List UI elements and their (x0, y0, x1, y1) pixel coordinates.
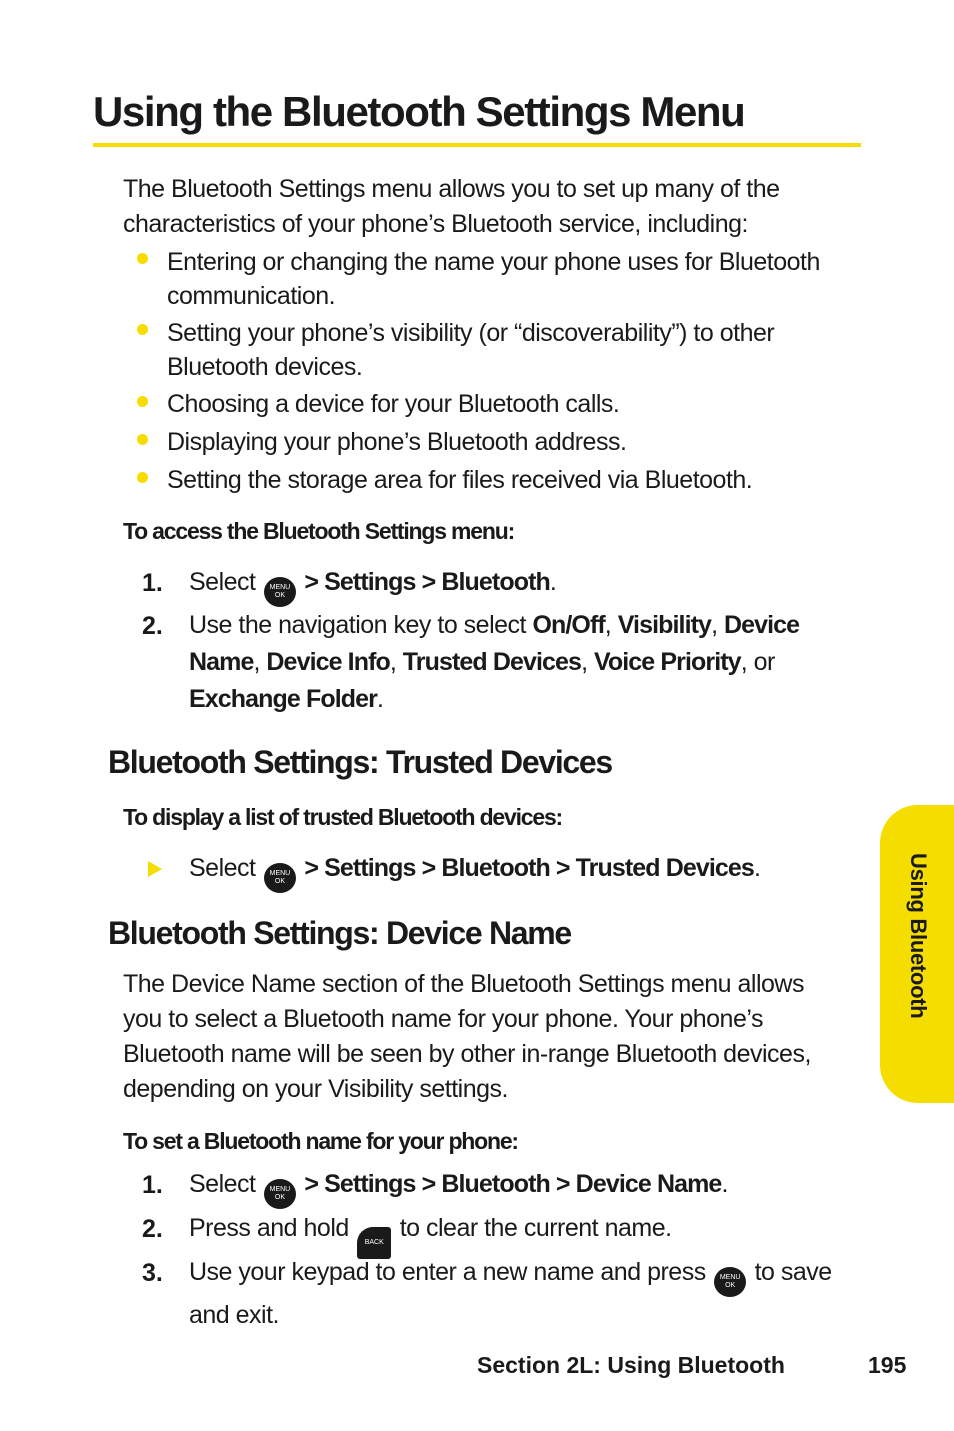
access-step-2: Use the navigation key to select On/Off, Visibility, Device Name, Device Info, Trusted Devices, Voice Priority, or Exchange Folder. (189, 611, 800, 713)
option-visibility: Visibility (617, 611, 712, 639)
device-name-lead: To set a Bluetooth name for your phone: (123, 1128, 518, 1154)
page-title: Using the Bluetooth Settings Menu (93, 88, 745, 135)
device-name-step-3: Use your keypad to enter a new name and press MENU OK to save and exit. (189, 1258, 832, 1329)
menu-ok-key-icon: MENU OK (264, 577, 296, 607)
menu-ok-key-icon: MENU OK (264, 863, 296, 893)
device-name-paragraph: The Device Name section of the Bluetooth Settings menu allows you to select a Bluetooth name for your phone. Your phone’s Bluetooth name will be seen by other in-range Bluetooth devices, depending on your Visibility settings. (123, 970, 811, 1103)
option-trusted-devices: Trusted Devices (402, 648, 582, 676)
bullet-dot-icon (137, 434, 148, 445)
bullet-dot-icon (137, 396, 148, 407)
menu-path: > Settings > Bluetooth (304, 568, 550, 596)
menu-ok-key-icon: MENU OK (714, 1267, 746, 1297)
option-on-off: On/Off (532, 611, 605, 639)
device-name-step-1: Select MENU OK > Settings > Bluetooth > Device Name. (189, 1166, 859, 1209)
page-number: 195 (868, 1352, 907, 1378)
trusted-devices-lead: To display a list of trusted Bluetooth devices: (123, 804, 563, 830)
bullet-item: Setting your phone’s visibility (or “discoverability”) to other Bluetooth devices. (167, 319, 775, 381)
bullet-item: Entering or changing the name your phone uses for Bluetooth communication. (167, 248, 820, 310)
arrow-bullet-icon (148, 861, 162, 877)
step-number: 2. (142, 612, 163, 640)
side-tab-label: Using Bluetooth (906, 853, 931, 1019)
trusted-devices-heading: Bluetooth Settings: Trusted Devices (108, 744, 612, 780)
step-number: 3. (142, 1259, 163, 1287)
step-number: 1. (142, 1171, 163, 1199)
trusted-devices-step: Select MENU OK > Settings > Bluetooth > Trusted Devices. (189, 850, 859, 893)
back-key-icon: BACK (357, 1227, 391, 1259)
bullet-dot-icon (137, 472, 148, 483)
intro-paragraph: The Bluetooth Settings menu allows you to set up many of the characteristics of your phone’s Bluetooth service, including: (123, 175, 780, 238)
bullet-item: Setting the storage area for files received via Bluetooth. (167, 466, 753, 494)
option-device-name: Device Name (189, 611, 800, 676)
footer-section-label: Section 2L: Using Bluetooth (477, 1352, 785, 1378)
title-underline (93, 143, 861, 147)
bullet-dot-icon (137, 324, 148, 335)
bullet-item: Choosing a device for your Bluetooth calls. (167, 390, 620, 418)
step-number: 1. (142, 569, 163, 597)
option-voice-priority: Voice Priority (593, 648, 741, 676)
device-name-step-2: Press and hold BACK to clear the current name. (189, 1210, 859, 1259)
menu-path: > Settings > Bluetooth > Trusted Devices (304, 854, 754, 882)
bullet-item: Displaying your phone’s Bluetooth address. (167, 428, 627, 456)
access-instructions-lead: To access the Bluetooth Settings menu: (123, 518, 515, 544)
option-device-info: Device Info (266, 648, 390, 676)
step-number: 2. (142, 1215, 163, 1243)
bullet-dot-icon (137, 253, 148, 264)
menu-ok-key-icon: MENU OK (264, 1179, 296, 1209)
device-name-heading: Bluetooth Settings: Device Name (108, 915, 571, 951)
menu-path: > Settings > Bluetooth > Device Name (304, 1170, 722, 1198)
access-step-1: Select MENU OK > Settings > Bluetooth. (189, 564, 859, 607)
option-exchange-folder: Exchange Folder (189, 685, 377, 713)
section-side-tab (880, 805, 954, 1103)
